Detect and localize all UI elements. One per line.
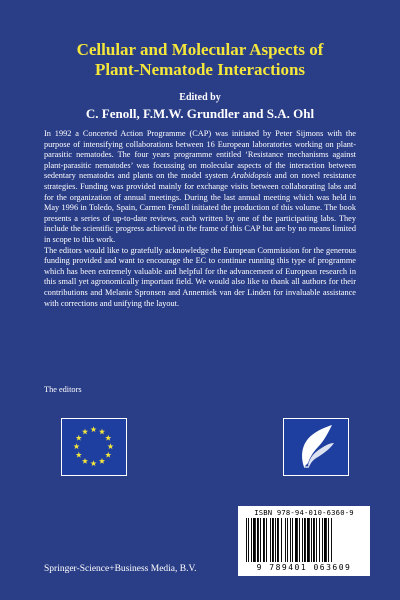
isbn-barcode-block [238,506,370,576]
eu-star [82,429,88,435]
title-line-1: Cellular and Molecular Aspects of [76,40,324,59]
eu-star [76,452,82,458]
eu-flag-icon [61,418,127,476]
book-title [0,40,400,80]
description-blurb [44,129,356,309]
editors-names: C. Fenoll, F.M.W. Grundler and S.A. Ohl [85,106,315,121]
eu-star [99,458,105,464]
eu-star [82,458,88,464]
blurb-paragraph-1 [44,129,356,246]
signature: The editors [44,385,82,394]
eu-star [73,443,79,449]
eu-star [90,460,96,466]
eu-star [99,429,105,435]
eu-star [76,435,82,441]
eu-star [105,435,111,441]
edited-by-label: Edited by [179,92,221,103]
eu-star [90,426,96,432]
title-line-2: Plant-Nematode Interactions [94,60,306,79]
barcode-number: 9 789401 063609 [256,563,352,572]
isbn-label: ISBN 978-94-010-6360-9 [254,508,354,517]
publisher-name: Springer-Science+Business Media, B.V. [44,564,197,574]
blurb-paragraph-2: The editors would like to gratefully acknowledge the European Commission for the generous funding provided and want to encourage the EC to continue running this type of programme which has been extremely valuable and helpful for the advancement of European research in this small yet agronomically important field. We would also like to thank all authors for their contributions and Melanie Spronsen and Annemiek van der Linden for invaluable assistance with corrections and unifying the layout. [44,245,356,308]
blurb-text-2: and on novel resistance strategies. Funding was provided mainly for exchange visits between collaborating labs and for the organization of annual meetings. During the last annual meeting which was held in May 1996 in Toledo, Spain, Carmen Fenoll initiated the production of this volume. The book presents a series of up-to-date reviews, each written by one of the participating labs. They include the scientific progress achieved in the frame of this CAP but are by no means limited in scope to this work. [44,171,356,244]
blurb-italic-term: Arabidopsis [231,171,272,181]
blurb-text-1: In 1992 a Concerted Action Programme (CAP) was initiated by Peter Sijmons with the purpose of intensifying collaborations between 16 European laboratories working on plant-parasitic nematodes. The four years programme entitled ‘Resistance mechanisms against plant-parasitic nematodes’ was focussing on molecular aspects of the interaction between sedentary nematodes and plants on the model system [44,129,356,181]
leaf-logo-icon [283,418,349,476]
eu-star [105,452,111,458]
eu-stars-ring [62,419,125,474]
eu-star [107,443,113,449]
barcode-icon [244,518,364,562]
